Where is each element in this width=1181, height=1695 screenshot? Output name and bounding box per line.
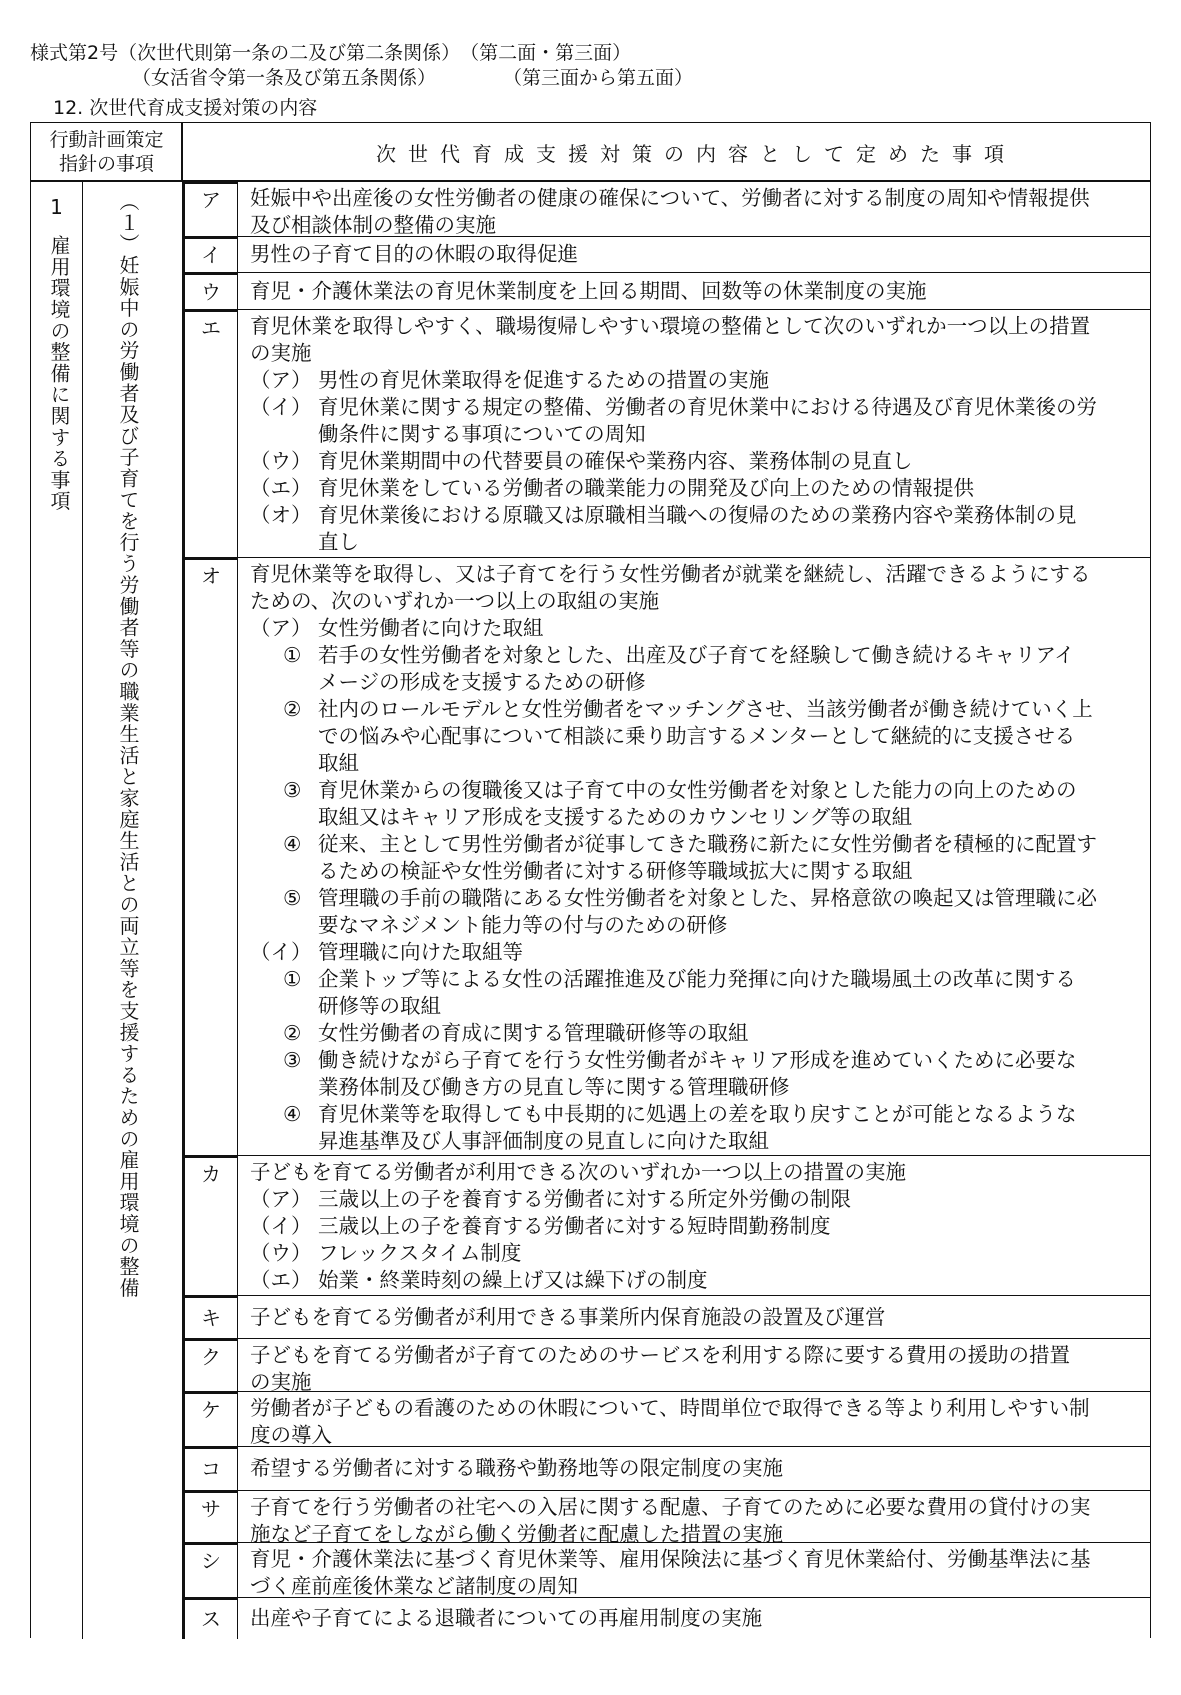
sub-item-label: （ア） <box>250 616 312 640</box>
sub-item-text: 管理職に向けた取組等 <box>318 940 523 964</box>
category-number: 1 <box>50 195 63 219</box>
sub-item-text: 三歳以上の子を養育する労働者に対する所定外労働の制限 <box>318 1187 851 1211</box>
column-divider <box>82 181 83 1639</box>
sub-item-label: （イ） <box>250 395 312 419</box>
form-number-line: 様式第2号（次世代則第一条の二及び第二条関係） （第二面・第三面） <box>30 42 632 64</box>
measure-content <box>238 309 1151 557</box>
measure-letter: キ <box>182 1295 238 1338</box>
measure-row <box>182 309 1151 557</box>
measure-letter: エ <box>182 309 238 557</box>
measure-letter: カ <box>182 1155 238 1295</box>
measures-table <box>30 122 1151 1638</box>
sub-item-text: 社内のロールモデルと女性労働者をマッチングさせ、当該労働者が働き続けていく上 での悩みや心配事について相談に乗り助言するメンターとして継続的に支援させる 取組 <box>318 697 1093 775</box>
measure-row <box>182 272 1151 309</box>
sub-item-text: 育児休業に関する規定の整備、労働者の育児休業中における待遇及び育児休業後の労 働条件に関する事項についての周知 <box>318 395 1097 446</box>
measure-text: 出産や子育てによる退職者についての再雇用制度の実施 <box>250 1606 763 1630</box>
sub-item-label: ④ <box>283 1102 302 1126</box>
measure-row <box>182 557 1151 1155</box>
sub-item <box>250 394 1151 448</box>
sub-item-text: 管理職の手前の職階にある女性労働者を対象とした、昇格意欲の喚起又は管理職に必 要なマネジメント能力等の付与のための研修 <box>318 886 1097 937</box>
measure-row <box>182 181 1151 236</box>
sub-item <box>250 367 1151 394</box>
measure-text: 育児休業等を取得し、又は子育てを行う女性労働者が就業を継続し、活躍できるようにする ための、次のいずれか一つ以上の取組の実施 <box>250 562 1091 613</box>
sub-sub-item <box>250 1101 1151 1155</box>
sub-sub-item <box>250 642 1151 696</box>
sub-item-text: 働き続けながら子育てを行う女性労働者がキャリア形成を進めていくために必要な 業務体制及び働き方の見直し等に関する管理職研修 <box>318 1048 1077 1099</box>
sub-item <box>250 1213 1151 1240</box>
sub-item-label: ③ <box>283 1048 302 1072</box>
sub-item-text: 育児休業等を取得しても中長期的に処遇上の差を取り戻すことが可能となるような 昇進基準及び人事評価制度の見直しに向けた取組 <box>318 1102 1077 1153</box>
sub-item <box>250 502 1151 556</box>
measure-letter: ス <box>182 1597 238 1639</box>
sub-item-text: 三歳以上の子を養育する労働者に対する短時間勤務制度 <box>318 1214 831 1238</box>
measure-content <box>238 272 1151 309</box>
sub-item <box>250 448 1151 475</box>
measure-letter: サ <box>182 1490 238 1542</box>
measure-row <box>182 1338 1151 1394</box>
measure-text: 希望する労働者に対する職務や勤務地等の限定制度の実施 <box>250 1456 783 1480</box>
measure-content <box>238 1490 1151 1546</box>
measure-letter: ウ <box>182 272 238 309</box>
measure-content <box>238 1155 1151 1295</box>
measure-letter: コ <box>182 1446 238 1490</box>
sub-item-label: （エ） <box>250 476 312 500</box>
measure-text: 子どもを育てる労働者が利用できる次のいずれか一つ以上の措置の実施 <box>250 1160 906 1184</box>
measure-content <box>238 236 1151 272</box>
subcategory-label: （１）妊娠中の労働者及び子育てを行う労働者等の職業生活と家庭生活との両立等を支援するための雇用環境の整備 <box>116 191 140 1299</box>
measure-text: 子どもを育てる労働者が子育てのためのサービスを利用する際に要する費用の援助の措置 の実施 <box>250 1343 1070 1394</box>
header-guideline-line1: 行動計画策定 <box>49 129 164 151</box>
header-measures-content: 次世代育成支援対策の内容として定めた事項 <box>376 141 1016 166</box>
measure-text: 育児・介護休業法に基づく育児休業等、雇用保険法に基づく育児休業給付、労働基準法に基 づく産前産後休業など諸制度の周知 <box>250 1547 1091 1598</box>
measure-row <box>182 1391 1151 1446</box>
sub-item-list <box>250 615 1151 1155</box>
measure-content <box>238 1542 1151 1597</box>
sub-item-text: 若手の女性労働者を対象とした、出産及び子育てを経験して働き続けるキャリアイ メージの形成を支援するための研修 <box>318 643 1075 694</box>
measure-content <box>238 1295 1151 1338</box>
sub-item <box>250 1240 1151 1267</box>
form-page-reference: （第三面から第五面） <box>503 67 694 89</box>
measure-row <box>182 1155 1151 1295</box>
sub-item-label: ① <box>283 967 302 991</box>
measure-content <box>238 1446 1151 1490</box>
measure-letter: イ <box>182 236 238 272</box>
measure-content <box>238 181 1151 236</box>
sub-item-text: 女性労働者に向けた取組 <box>318 616 544 640</box>
measure-content <box>238 1391 1151 1446</box>
sub-item-label: （イ） <box>250 1214 312 1238</box>
measure-text: 育児休業を取得しやすく、職場復帰しやすい環境の整備として次のいずれか一つ以上の措置 の実施 <box>250 314 1091 365</box>
category-label: 雇用環境の整備に関する事項 <box>47 235 71 512</box>
measure-row <box>182 1490 1151 1546</box>
sub-item-text: 従来、主として男性労働者が従事してきた職務に新たに女性労働者を積極的に配置す るための検証や女性労働者に対する研修等職域拡大に関する取組 <box>318 832 1097 883</box>
sub-item-label: ③ <box>283 778 302 802</box>
sub-item-text: 男性の育児休業取得を促進するための措置の実施 <box>318 368 769 392</box>
sub-item-text: フレックスタイム制度 <box>318 1241 522 1265</box>
sub-sub-item <box>250 885 1151 939</box>
sub-item-label: （エ） <box>250 1268 312 1292</box>
measure-text: 労働者が子どもの看護のための休暇について、時間単位で取得できる等より利用しやすい制 度の導入 <box>250 1396 1090 1447</box>
header-guideline-items <box>31 123 182 181</box>
sub-item-label: ④ <box>283 832 302 856</box>
section-title: 12. 次世代育成支援対策の内容 <box>53 97 318 119</box>
measure-text: 子どもを育てる労働者が利用できる事業所内保育施設の設置及び運営 <box>250 1304 886 1329</box>
measure-row <box>182 1542 1151 1597</box>
sub-sub-item <box>250 696 1151 777</box>
sub-item-label: ① <box>283 643 302 667</box>
sub-item <box>250 615 1151 642</box>
sub-item-list <box>250 1186 1151 1294</box>
sub-item-label: ② <box>283 697 302 721</box>
sub-item-list <box>250 367 1151 556</box>
sub-item-label: ⑤ <box>283 886 302 910</box>
sub-item-text: 育児休業期間中の代替要員の確保や業務内容、業務体制の見直し <box>318 449 913 473</box>
header-guideline-line2: 指針の事項 <box>58 153 154 175</box>
sub-item <box>250 1186 1151 1213</box>
sub-item-text: 女性労働者の育成に関する管理職研修等の取組 <box>318 1021 749 1045</box>
sub-item-text: 企業トップ等による女性の活躍推進及び能力発揮に向けた職場風土の改革に関する 研修等の取組 <box>318 967 1076 1018</box>
measure-row <box>182 1597 1151 1639</box>
sub-item-label: （ウ） <box>250 1241 312 1265</box>
sub-item-text: 育児休業からの復職後又は子育て中の女性労働者を対象とした能力の向上のための 取組又はキャリア形成を支援するためのカウンセリング等の取組 <box>318 778 1077 829</box>
sub-item-label: （ア） <box>250 1187 312 1211</box>
measure-text: 子育てを行う労働者の社宅への入居に関する配慮、子育てのために必要な費用の貸付けの実 施など子育てをしながら働く労働者に配慮した措置の実施 <box>250 1495 1091 1546</box>
sub-item-text: 育児休業後における原職又は原職相当職への復帰のための業務内容や業務体制の見 直し <box>318 503 1077 554</box>
sub-item <box>250 1267 1151 1294</box>
sub-item-label: （オ） <box>250 503 312 527</box>
measure-content <box>238 1597 1151 1639</box>
sub-sub-item <box>250 1047 1151 1101</box>
sub-sub-item <box>250 831 1151 885</box>
sub-sub-item <box>250 1020 1151 1047</box>
sub-item-label: （イ） <box>250 940 312 964</box>
measure-letter: ク <box>182 1338 238 1391</box>
measure-row <box>182 1446 1151 1490</box>
form-law-reference: （女活省令第一条及び第五条関係） <box>132 67 437 89</box>
sub-item <box>250 475 1151 502</box>
sub-sub-item <box>250 966 1151 1020</box>
sub-item-label: ② <box>283 1021 302 1045</box>
sub-item-text: 育児休業をしている労働者の職業能力の開発及び向上のための情報提供 <box>318 476 974 500</box>
measure-text: 育児・介護休業法の育児休業制度を上回る期間、回数等の休業制度の実施 <box>250 278 927 303</box>
measure-letter: ア <box>182 181 238 236</box>
sub-sub-item <box>250 777 1151 831</box>
measure-letter: シ <box>182 1542 238 1597</box>
measure-text: 妊娠中や出産後の女性労働者の健康の確保について、労働者に対する制度の周知や情報提供 及び相談体制の整備の実施 <box>250 186 1090 237</box>
measure-row <box>182 236 1151 272</box>
measure-row <box>182 1295 1151 1338</box>
measure-content <box>238 557 1151 1155</box>
measure-letter: オ <box>182 557 238 1155</box>
sub-item-text: 始業・終業時刻の繰上げ又は繰下げの制度 <box>318 1268 708 1292</box>
measure-content <box>238 1338 1151 1394</box>
measure-letter: ケ <box>182 1391 238 1446</box>
sub-item-label: （ア） <box>250 368 312 392</box>
sub-item-label: （ウ） <box>250 449 312 473</box>
sub-item <box>250 939 1151 966</box>
measure-text: 男性の子育て目的の休暇の取得促進 <box>250 242 578 266</box>
